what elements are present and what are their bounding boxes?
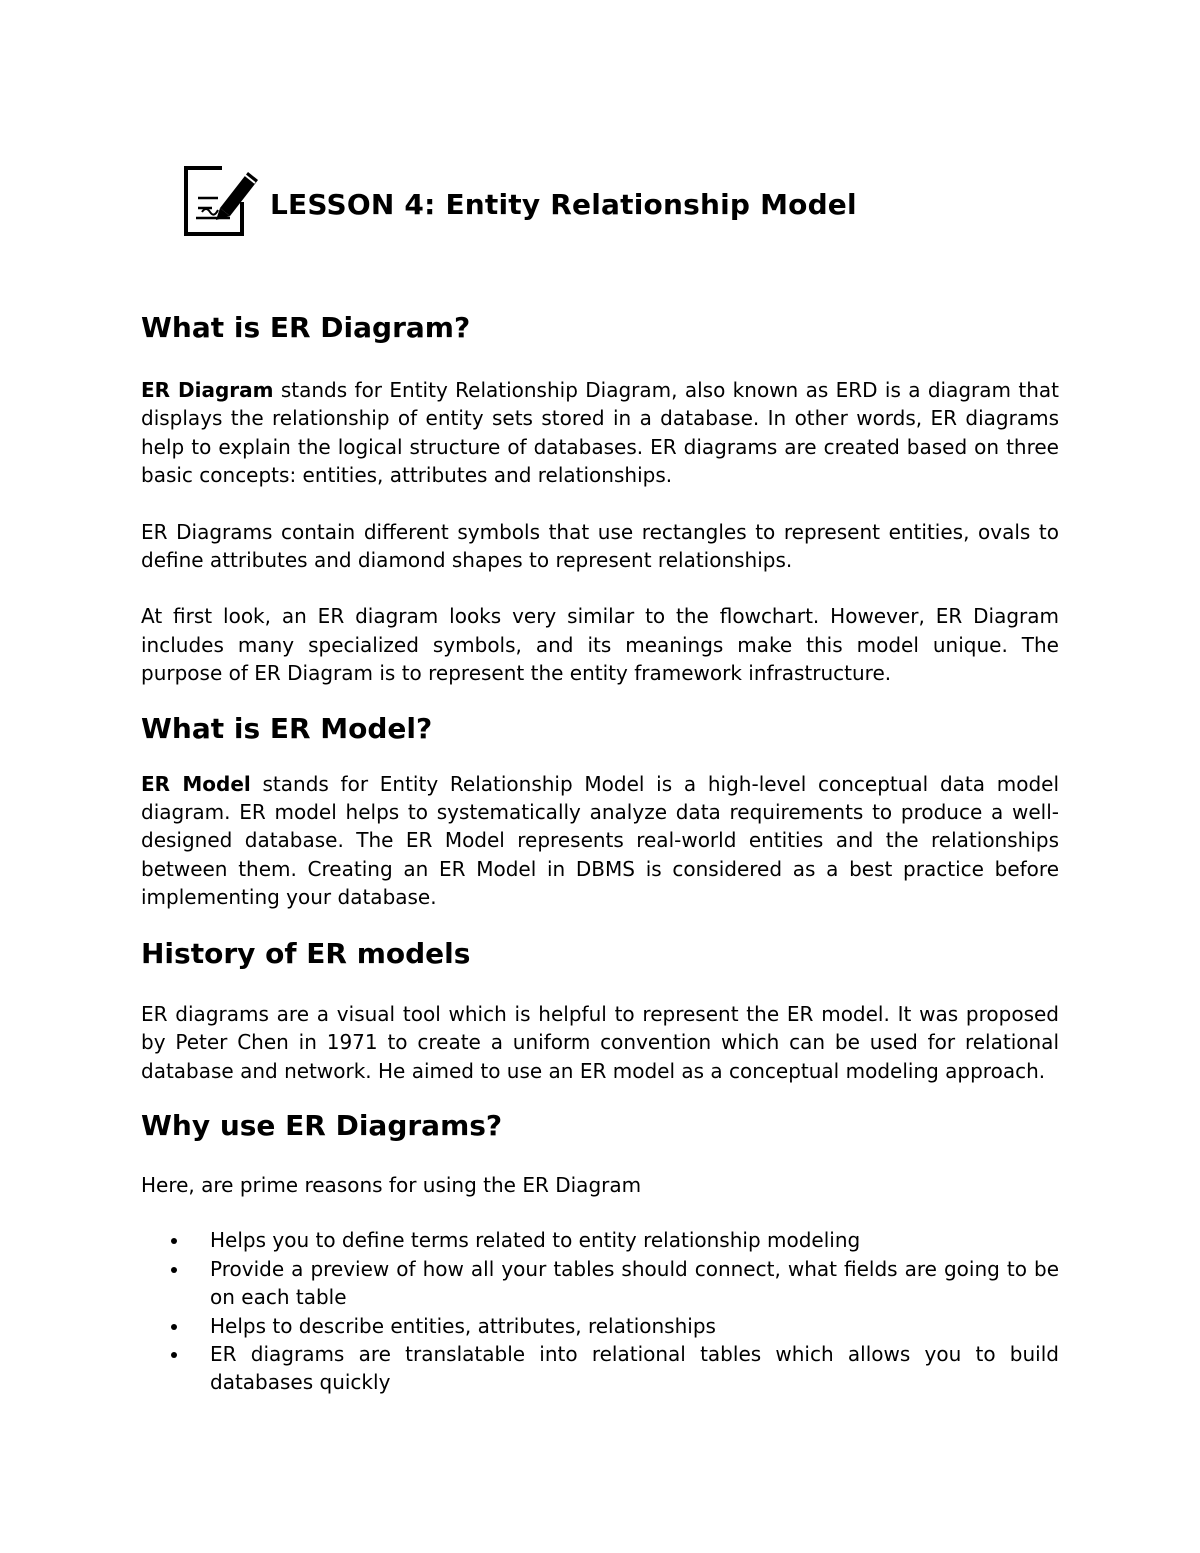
bullet-icon	[171, 1324, 177, 1330]
er-diagram-term: ER Diagram	[141, 378, 274, 402]
list-item: Helps to describe entities, attributes, relationships	[210, 1312, 1059, 1340]
notepad-pencil-icon	[182, 164, 262, 238]
list-item: ER diagrams are translatable into relational tables which allows you to build databases quickly	[210, 1340, 1059, 1397]
er-diagram-paragraph-1	[141, 376, 1059, 490]
er-model-term: ER Model	[141, 771, 251, 796]
lesson-header	[182, 164, 1002, 240]
heading-what-is-er-diagram: What is ER Diagram?	[141, 311, 471, 344]
heading-what-is-er-model: What is ER Model?	[141, 711, 433, 745]
bullet-icon	[171, 1352, 177, 1358]
heading-history-of-er-models: History of ER models	[141, 936, 471, 970]
history-paragraph: ER diagrams are a visual tool which is helpful to represent the ER model. It was proposed by Peter Chen in 1971 to create a uniform convention which can be used for relational database and network. He aimed to use an ER model as a conceptual modeling approach.	[141, 1001, 1059, 1083]
list-item: Helps you to define terms related to entity relationship modeling	[210, 1226, 1059, 1254]
heading-why-use-er-diagrams: Why use ER Diagrams?	[141, 1108, 503, 1142]
lesson-content	[141, 305, 1059, 1397]
lesson-title: LESSON 4: Entity Relationship Model	[270, 188, 857, 221]
bullet-icon	[171, 1238, 177, 1244]
er-diagram-paragraph-3: At first look, an ER diagram looks very similar to the flowchart. However, ER Diagram includes many specialized symbols, and its meanings make this model unique. The purpose of ER Diagram is to represent the entity framework infrastructure.	[141, 604, 1059, 686]
er-diagram-paragraph-2: ER Diagrams contain different symbols that use rectangles to represent entities, ovals to define attributes and diamond shapes to represent relationships.	[141, 519, 1059, 573]
bullet-icon	[171, 1267, 177, 1273]
er-model-paragraph	[141, 770, 1059, 912]
list-item: Provide a preview of how all your tables should connect, what fields are going to be on each table	[210, 1255, 1059, 1312]
er-model-definition: stands for Entity Relationship Model is a high-level conceptual data model diagram. ER model helps to systematically analyze data requirements to produce a well-designed database. The ER Model represents real-world entities and the relationships between them. Creating an ER Model in DBMS is considered as a best practice before implementing your database.	[141, 771, 1059, 910]
why-use-intro: Here, are prime reasons for using the ER Diagram	[141, 1172, 642, 1197]
reasons-list	[141, 1226, 1059, 1396]
er-diagram-definition: stands for Entity Relationship Diagram, also known as ERD is a diagram that displays the relationship of entity sets stored in a database. In other words, ER diagrams help to explain the logical structure of databases. ER diagrams are created based on three basic concepts: entities, attributes and relationships.	[141, 378, 1059, 488]
